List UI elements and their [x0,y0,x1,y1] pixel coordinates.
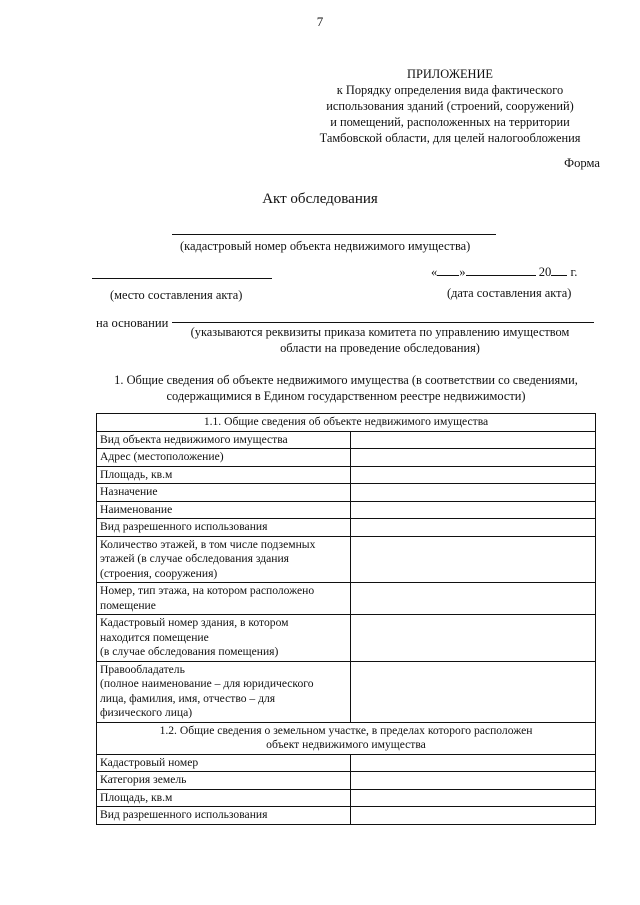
row-label [97,661,351,722]
object-info-table [96,413,596,825]
appendix-line: Тамбовской области, для целей налогообложения [319,131,581,145]
form-label: Форма [564,156,600,170]
table-row [97,772,596,790]
row-value[interactable] [351,431,596,449]
row-value[interactable] [351,661,596,722]
row-label: Вид объекта недвижимого имущества [97,431,351,449]
basis-caption-line: (указываются реквизиты приказа комитета по управлению имуществом [190,325,570,339]
row-label: Наименование [97,501,351,519]
appendix-title: ПРИЛОЖЕНИЕ [407,67,493,81]
row-label-line: этажей (в случае обследования здания [100,552,289,565]
subsection-1-heading: 1.1. Общие сведения об объекте недвижимого имущества [97,414,596,432]
appendix-header [300,66,600,146]
row-label: Площадь, кв.м [97,789,351,807]
row-label-line: Кадастровый номер здания, в котором [100,616,289,629]
subsection-2-line: объект недвижимого имущества [266,738,426,751]
row-value[interactable] [351,772,596,790]
basis-caption [170,324,590,356]
section-1-heading [96,372,596,404]
row-label-line: помещение [100,598,156,612]
row-label: Назначение [97,484,351,502]
table-row [97,615,596,662]
row-label-line: (строения, сооружения) [100,566,218,580]
row-label-line: лица, фамилия, имя, отчество – для [100,691,276,705]
row-label: Вид разрешенного использования [97,519,351,537]
subsection-1-row [97,414,596,432]
month-blank[interactable] [466,263,536,276]
page-number: 7 [316,14,324,29]
place-caption: (место составления акта) [110,288,243,302]
row-label-line: (полное наименование – для юридического [100,677,314,690]
row-label-line: физического лица) [100,706,193,719]
table-row [97,789,596,807]
table-row [97,807,596,825]
appendix-line: и помещений, расположенных на территории [330,115,570,129]
year-suffix: г. [570,265,578,279]
appendix-line: использования зданий (строений, сооружений) [326,99,574,113]
basis-field[interactable] [172,322,594,323]
day-blank[interactable] [437,263,459,276]
row-value[interactable] [351,789,596,807]
table-row [97,519,596,537]
table-row [97,583,596,615]
row-label: Площадь, кв.м [97,466,351,484]
year-prefix: 20 [538,265,552,279]
year-blank[interactable] [551,263,567,276]
row-label-line: Количество этажей, в том числе подземных [100,537,316,551]
basis-label: на основании [96,316,169,330]
row-value[interactable] [351,615,596,662]
row-label-line: Правообладатель [100,662,185,676]
table-row [97,484,596,502]
row-label [97,583,351,615]
date-caption: (дата составления акта) [447,286,572,300]
cadastral-number-field[interactable] [172,234,496,235]
row-label-line: находится помещение [100,630,209,644]
row-label [97,536,351,583]
date-open-quote: « [431,265,438,279]
row-value[interactable] [351,449,596,467]
table-row [97,466,596,484]
table-row [97,449,596,467]
row-value[interactable] [351,501,596,519]
row-label: Вид разрешенного использования [97,807,351,825]
date-close-quote: » [459,265,466,279]
row-label-line: (в случае обследования помещения) [100,645,279,658]
row-value[interactable] [351,466,596,484]
row-value[interactable] [351,807,596,825]
appendix-line: к Порядку определения вида фактического [336,83,564,97]
row-value[interactable] [351,754,596,772]
section-1-line: содержащимися в Едином государственном реестре недвижимости) [166,389,526,403]
subsection-2-row [97,722,596,754]
table-row [97,431,596,449]
cadastral-number-caption: (кадастровый номер объекта недвижимого имущества) [180,239,471,253]
row-value[interactable] [351,536,596,583]
table-row [97,661,596,722]
subsection-2-line: 1.2. Общие сведения о земельном участке, в пределах которого расположен [159,723,533,737]
row-label [97,615,351,662]
table-row [97,501,596,519]
row-label: Категория земель [97,772,351,790]
section-1-line: 1. Общие сведения об объекте недвижимого имущества (в соответствии со сведениями, [114,373,578,387]
basis-caption-line: области на проведение обследования) [280,341,480,355]
place-field[interactable] [92,278,272,279]
subsection-2-heading [97,722,596,754]
table-row [97,536,596,583]
row-value[interactable] [351,484,596,502]
row-value[interactable] [351,583,596,615]
row-label-line: Номер, тип этажа, на котором расположено [100,584,315,597]
date-field[interactable] [431,263,577,280]
row-value[interactable] [351,519,596,537]
row-label: Кадастровый номер [97,754,351,772]
table-row [97,754,596,772]
row-label: Адрес (местоположение) [97,449,351,467]
act-title: Акт обследования [262,191,378,207]
